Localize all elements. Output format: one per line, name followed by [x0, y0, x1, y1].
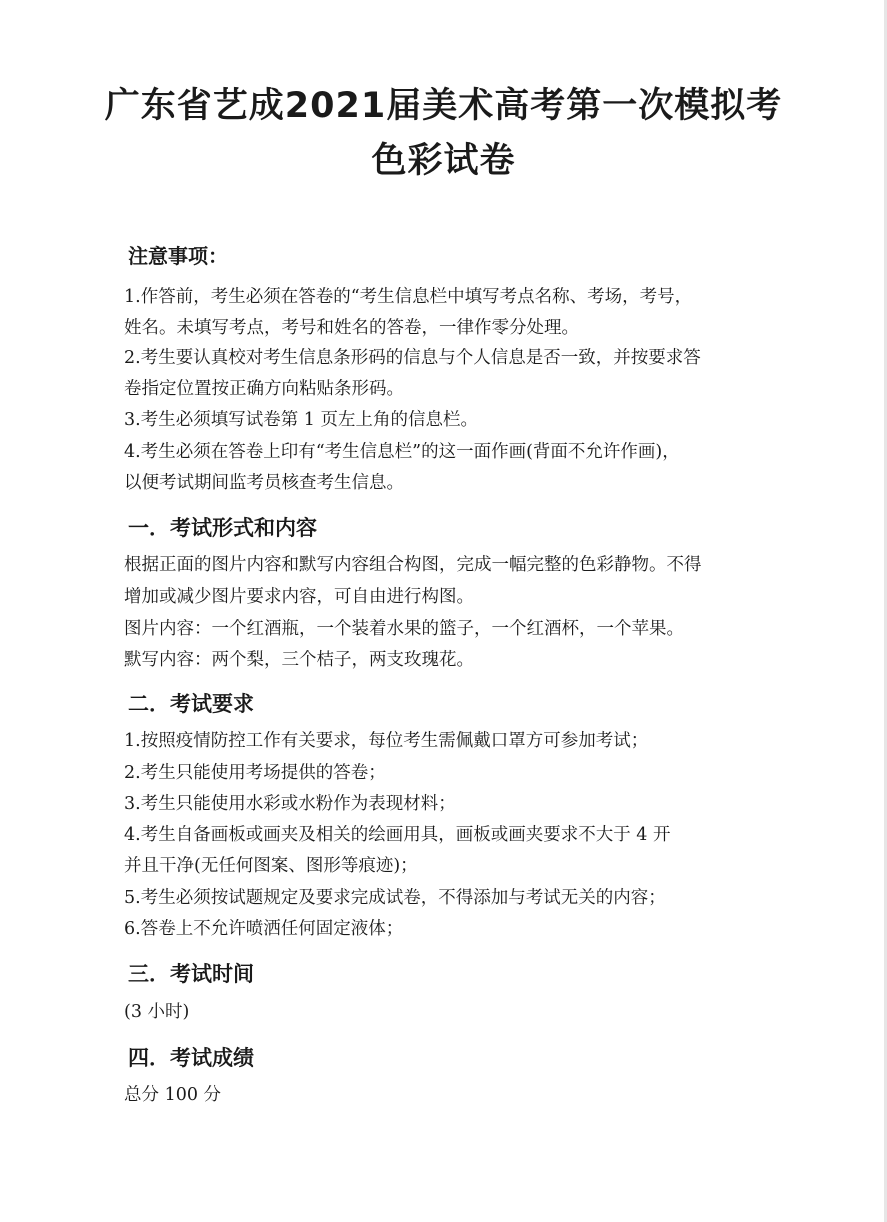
section-heading-exam-format: 一．考试形式和内容: [128, 516, 317, 540]
document-title-line-2: 色彩试卷: [371, 141, 516, 181]
section-heading-exam-requirements: 二．考试要求: [128, 692, 254, 716]
section-line: 根据正面的图片内容和默写内容组合构图，完成一幅完整的色彩静物。不得: [124, 555, 702, 575]
section-line: 总分 100 分: [124, 1085, 222, 1105]
section-line: 6.答卷上不允许喷洒任何固定液体；: [124, 919, 404, 939]
notice-line: 4.考生必须在答卷上印有“考生信息栏”的这一面作画(背面不允许作画)，: [124, 442, 680, 462]
section-line: 并且干净(无任何图案、图形等痕迹)；: [124, 856, 418, 876]
document-title-line-1: 广东省艺成2021届美术高考第一次模拟考: [104, 86, 783, 126]
section-line: 3.考生只能使用水彩或水粉作为表现材料；: [124, 794, 456, 814]
notice-line: 3.考生必须填写试卷第 1 页左上角的信息栏。: [124, 410, 478, 430]
notice-line: 2.考生要认真校对考生信息条形码的信息与个人信息是否一致，并按要求答: [124, 348, 701, 368]
section-line: 1.按照疫情防控工作有关要求，每位考生需佩戴口罩方可参加考试；: [124, 731, 649, 751]
section-line: 默写内容：两个梨，三个桔子，两支玫瑰花。: [124, 650, 474, 670]
section-heading-exam-time: 三．考试时间: [128, 962, 254, 986]
section-line: 4.考生自备画板或画夹及相关的绘画用具，画板或画夹要求不大于 4 开: [124, 825, 671, 845]
notice-line: 1.作答前，考生必须在答卷的“考生信息栏中填写考点名称、考场，考号，: [124, 287, 693, 307]
section-line: 增加或减少图片要求内容，可自由进行构图。: [124, 587, 474, 607]
notice-line: 卷指定位置按正确方向粘贴条形码。: [124, 379, 404, 399]
section-line: 5.考生必须按试题规定及要求完成试卷，不得添加与考试无关的内容；: [124, 888, 666, 908]
notice-line: 以便考试期间监考员核查考生信息。: [124, 473, 404, 493]
section-line: (3 小时): [124, 1002, 190, 1022]
section-line: 图片内容：一个红酒瓶，一个装着水果的篮子，一个红酒杯，一个苹果。: [124, 619, 684, 639]
section-line: 2.考生只能使用考场提供的答卷；: [124, 763, 386, 783]
notice-line: 姓名。未填写考点，考号和姓名的答卷，一律作零分处理。: [124, 318, 579, 338]
notice-heading: 注意事项：: [128, 244, 228, 268]
section-heading-exam-score: 四．考试成绩: [128, 1046, 254, 1070]
